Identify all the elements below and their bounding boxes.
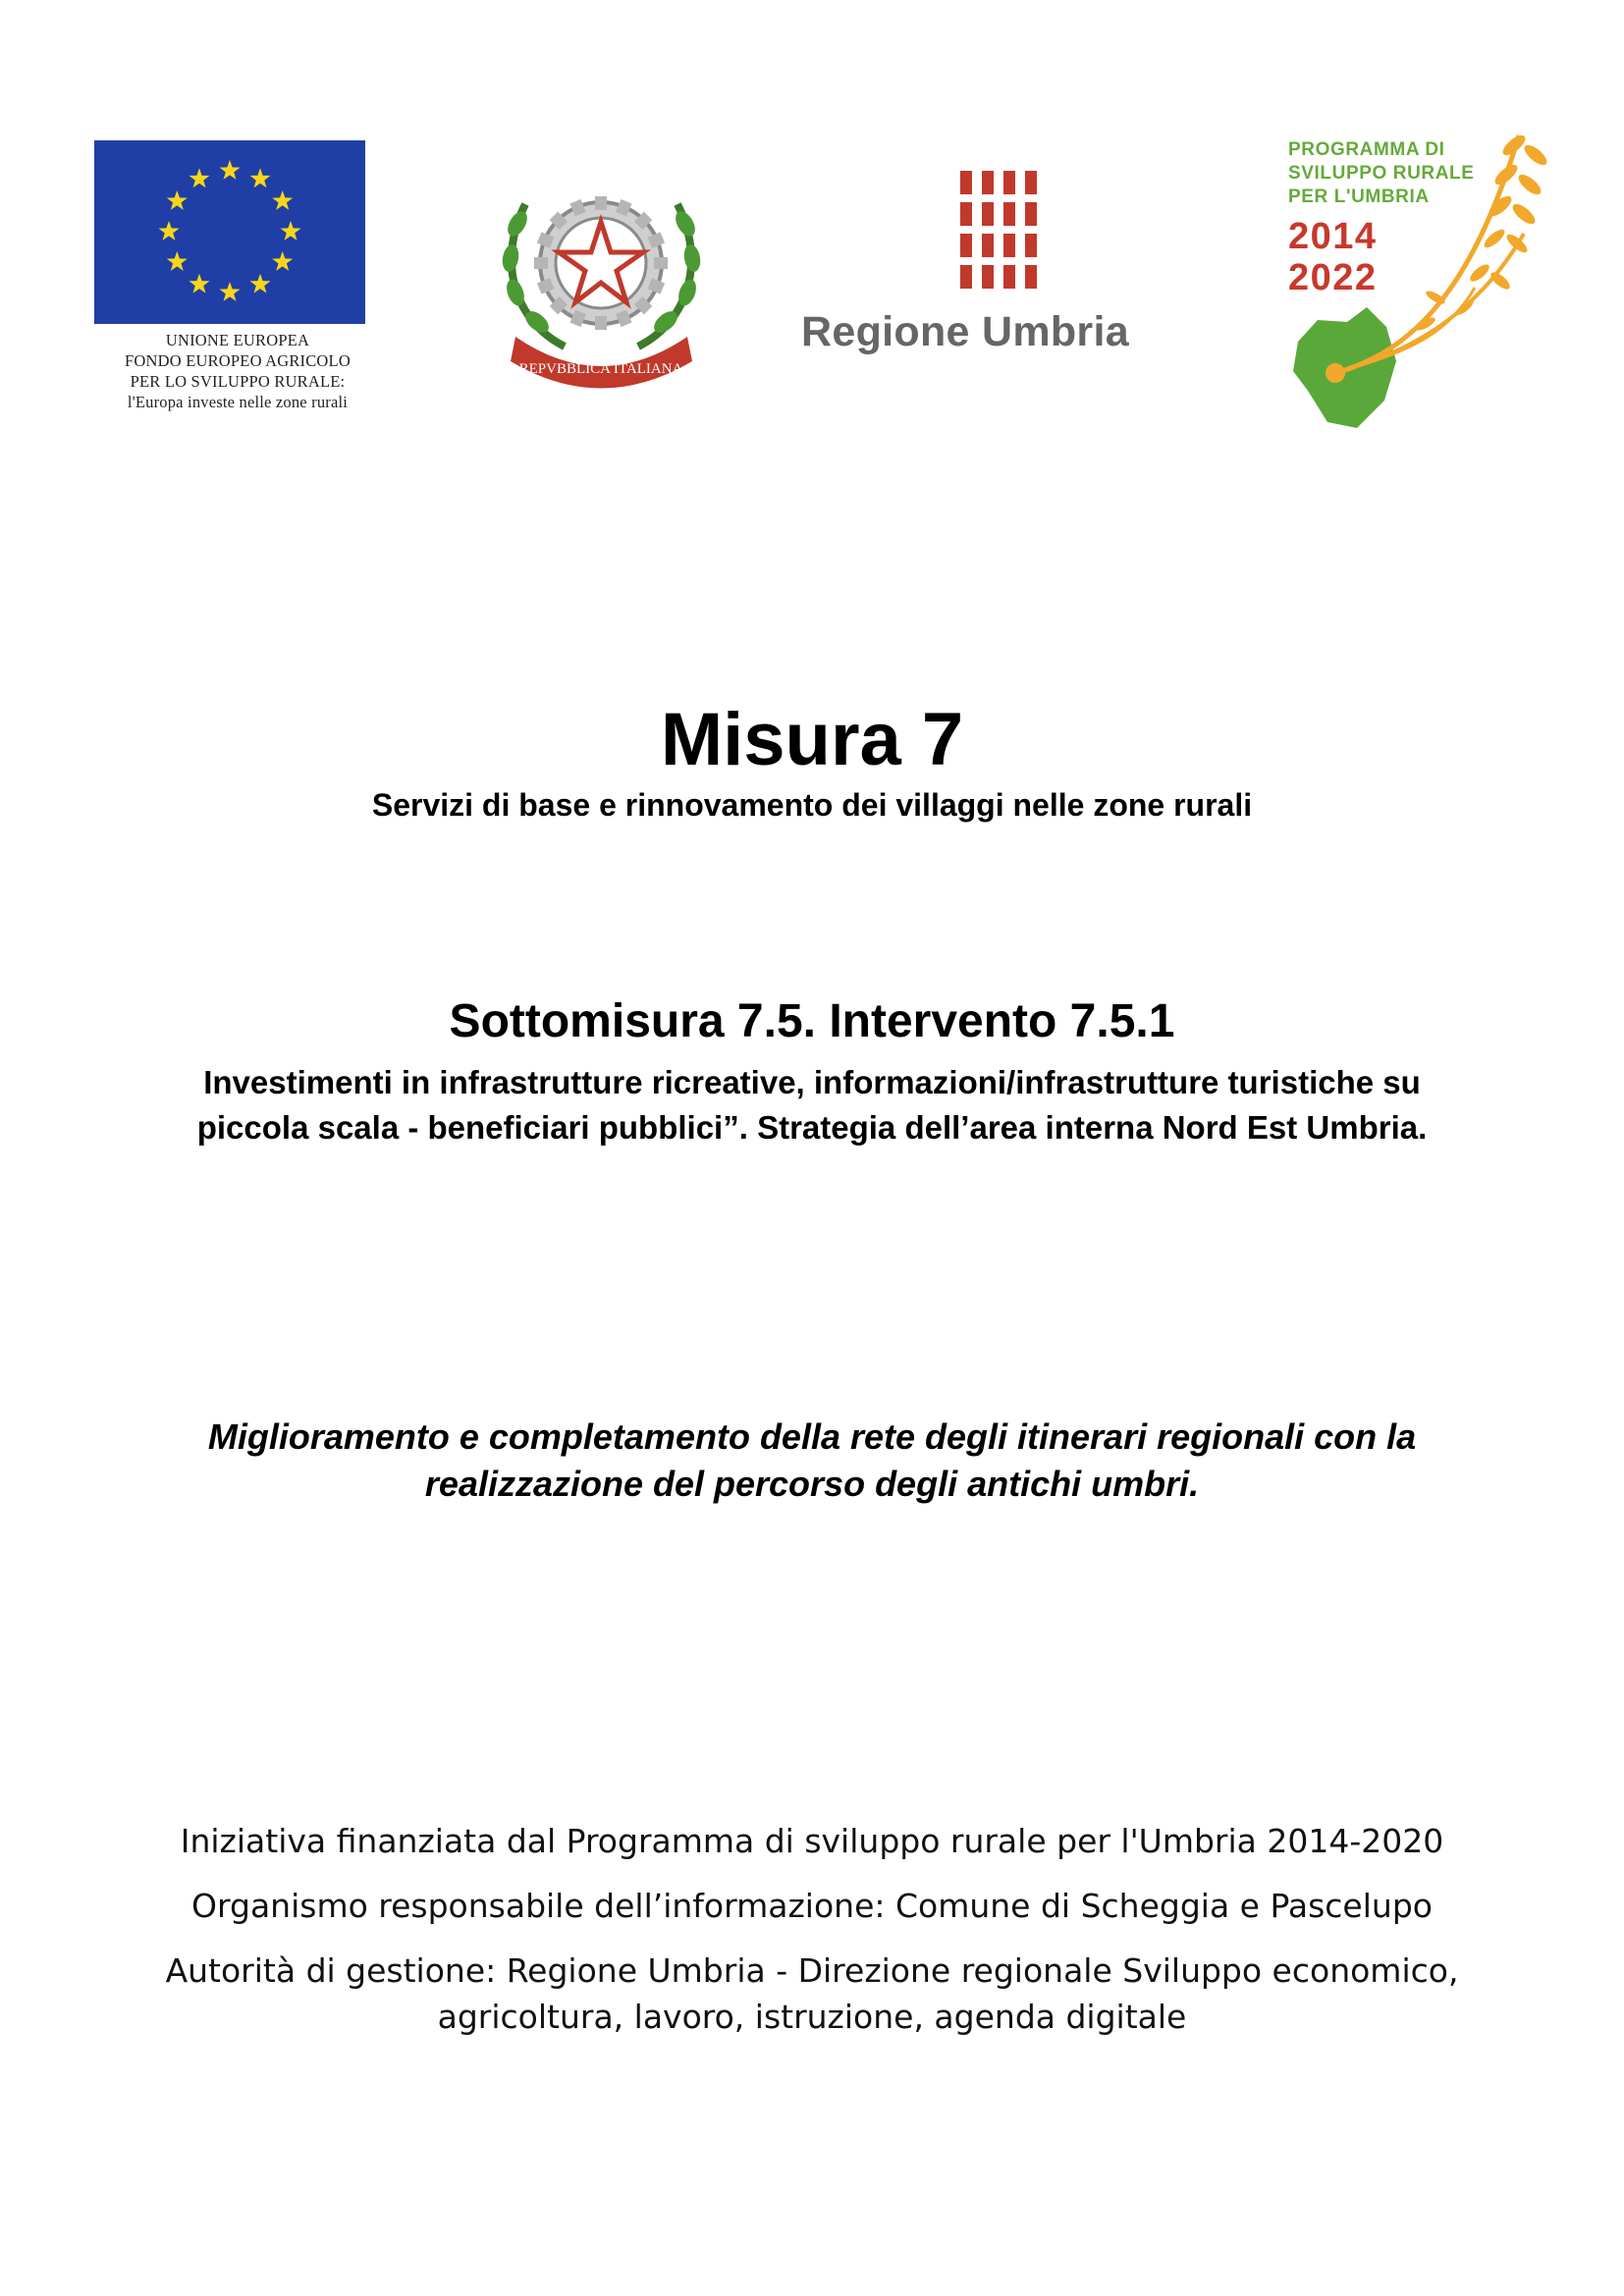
sottomisura-title: Sottomisura 7.5. Intervento 7.5.1: [449, 995, 1175, 1047]
sottomisura-description: [79, 1060, 1545, 1150]
sottomisura-description-line: Investimenti in infrastrutture ricreative, informazioni/infrastrutture turistiche su: [203, 1064, 1421, 1100]
regione-umbria-name: Regione Umbria: [801, 308, 1129, 355]
cog-tooth: [534, 257, 548, 269]
footer-funding-line: Iniziativa finanziata dal Programma di sviluppo rurale per l'Umbria 2014-2020: [180, 1822, 1444, 1860]
psr-umbria-logo: [1278, 116, 1573, 450]
eu-caption-line: PER LO SVILUPPO RURALE:: [130, 372, 346, 391]
psr-line: PER L'UMBRIA: [1288, 187, 1430, 207]
eu-caption: [94, 330, 381, 412]
intervention-title-line: realizzazione del percorso degli antichi umbri.: [424, 1464, 1200, 1504]
psr-line: PROGRAMMA DI: [1288, 139, 1445, 160]
emblem-ribbon-text: REPVBBLICA ITALIANA: [518, 361, 683, 377]
regione-umbria-emblem-icon: [797, 167, 1210, 304]
intervention-title: [88, 1414, 1536, 1508]
sottomisura-description-line: piccola scala - beneficiari pubblici”. Strategia dell’area interna Nord Est Umbria.: [196, 1109, 1428, 1146]
eu-caption-line: FONDO EUROPEO AGRICOLO: [125, 351, 351, 370]
psr-year-start: 2014: [1288, 216, 1378, 257]
psr-year-end: 2022: [1288, 257, 1378, 298]
footer-authority-line: Autorità di gestione: Regione Umbria - Direzione regionale Sviluppo economico,: [165, 1951, 1459, 1990]
logo-bar: [0, 0, 1624, 452]
cog-tooth: [595, 196, 607, 210]
psr-line: SVILUPPO RURALE: [1288, 163, 1475, 184]
regione-umbria-logo: [797, 167, 1210, 363]
eu-flag-icon: [94, 140, 365, 324]
italian-emblem-icon: [496, 165, 707, 391]
cog-tooth: [654, 257, 668, 269]
eu-caption-line: UNIONE EUROPEA: [165, 331, 310, 349]
intervention-title-line: Miglioramento e completamento della rete degli itinerari regionali con la: [207, 1416, 1417, 1457]
misura-subtitle: Servizi di base e rinnovamento dei villaggi nelle zone rurali: [371, 787, 1253, 823]
eu-logo: [94, 140, 389, 412]
misura-title: Misura 7: [660, 698, 964, 781]
footer-responsible-line: Organismo responsabile dell’informazione: Comune di Scheggia e Pascelupo: [191, 1887, 1433, 1925]
footer-authority-line: agricoltura, lavoro, istruzione, agenda digitale: [437, 1998, 1187, 2036]
italian-emblem-logo: [496, 165, 707, 391]
cog-tooth: [595, 316, 607, 330]
footer-authority-block: [59, 1948, 1565, 2040]
eu-caption-line: l'Europa investe nelle zone rurali: [127, 393, 349, 411]
wheat-map-icon: [1278, 116, 1573, 450]
